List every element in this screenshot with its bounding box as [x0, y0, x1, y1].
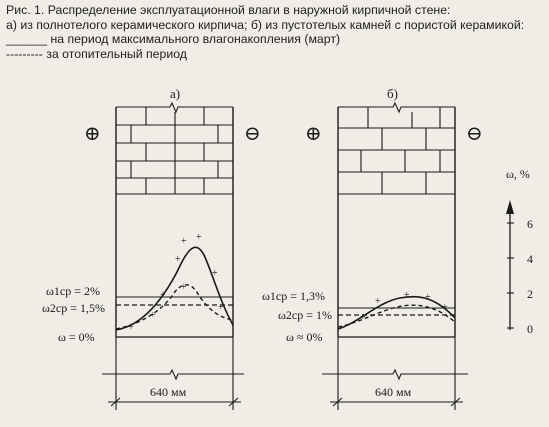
panel-b-curve-march [338, 297, 455, 329]
panel-b-w0: ω ≈ 0% [286, 330, 323, 344]
axis-tick-2: 2 [527, 287, 533, 301]
svg-text:+: + [150, 310, 156, 321]
svg-text:+: + [160, 290, 166, 301]
svg-text:+: + [425, 292, 431, 303]
svg-text:+: + [404, 290, 410, 301]
svg-text:+: + [218, 302, 224, 313]
axis-tick-4: 4 [527, 252, 533, 266]
svg-text:+: + [175, 254, 181, 265]
svg-text:+: + [181, 282, 187, 293]
moisture-axis [506, 200, 514, 330]
caption-subtitle: а) из полнотелого керамического кирпича; б) из пустотелых камней с пористой керамикой: [6, 17, 525, 32]
panel-b-plus-icon: ⊕ [305, 123, 322, 145]
legend-dashed-line: --------- за отопительный период [6, 46, 187, 61]
panel-b-w1: ω1ср = 1,3% [262, 289, 325, 303]
panel-b-data-marks [360, 290, 448, 323]
svg-text:+: + [375, 296, 381, 307]
svg-text:+: + [128, 322, 134, 333]
panel-a-label: а) [170, 86, 181, 101]
svg-text:+: + [181, 236, 187, 247]
panel-a-dimension: 640 мм [150, 385, 187, 399]
panel-a-plus-icon: ⊕ [84, 123, 101, 145]
panel-a-minus-icon: ⊖ [244, 123, 261, 145]
svg-text:+: + [442, 302, 448, 313]
panel-a-w2: ω2ср = 1,5% [42, 301, 105, 315]
panel-b-label: б) [387, 86, 398, 101]
axis-tick-0: 0 [527, 322, 533, 336]
panel-b-dimension: 640 мм [375, 385, 412, 399]
panel-a-wall [102, 103, 244, 410]
panel-b-w2: ω2ср = 1% [278, 308, 332, 322]
svg-text:+: + [212, 268, 218, 279]
panel-b-wall [322, 103, 468, 410]
panel-a-w1: ω1ср = 2% [46, 284, 100, 298]
axis-tick-6: 6 [527, 217, 533, 231]
panel-a-w0: ω = 0% [58, 330, 95, 344]
legend-solid-line: ______ на период максимального влагонакопления (март) [6, 32, 341, 47]
panel-b-minus-icon: ⊖ [466, 123, 483, 145]
svg-text:+: + [196, 232, 202, 243]
caption-title: Рис. 1. Распределение эксплуатационной влаги в наружной кирпичной стене: [6, 3, 451, 17]
axis-label: ω, % [506, 167, 530, 181]
svg-text:+: + [360, 312, 366, 323]
